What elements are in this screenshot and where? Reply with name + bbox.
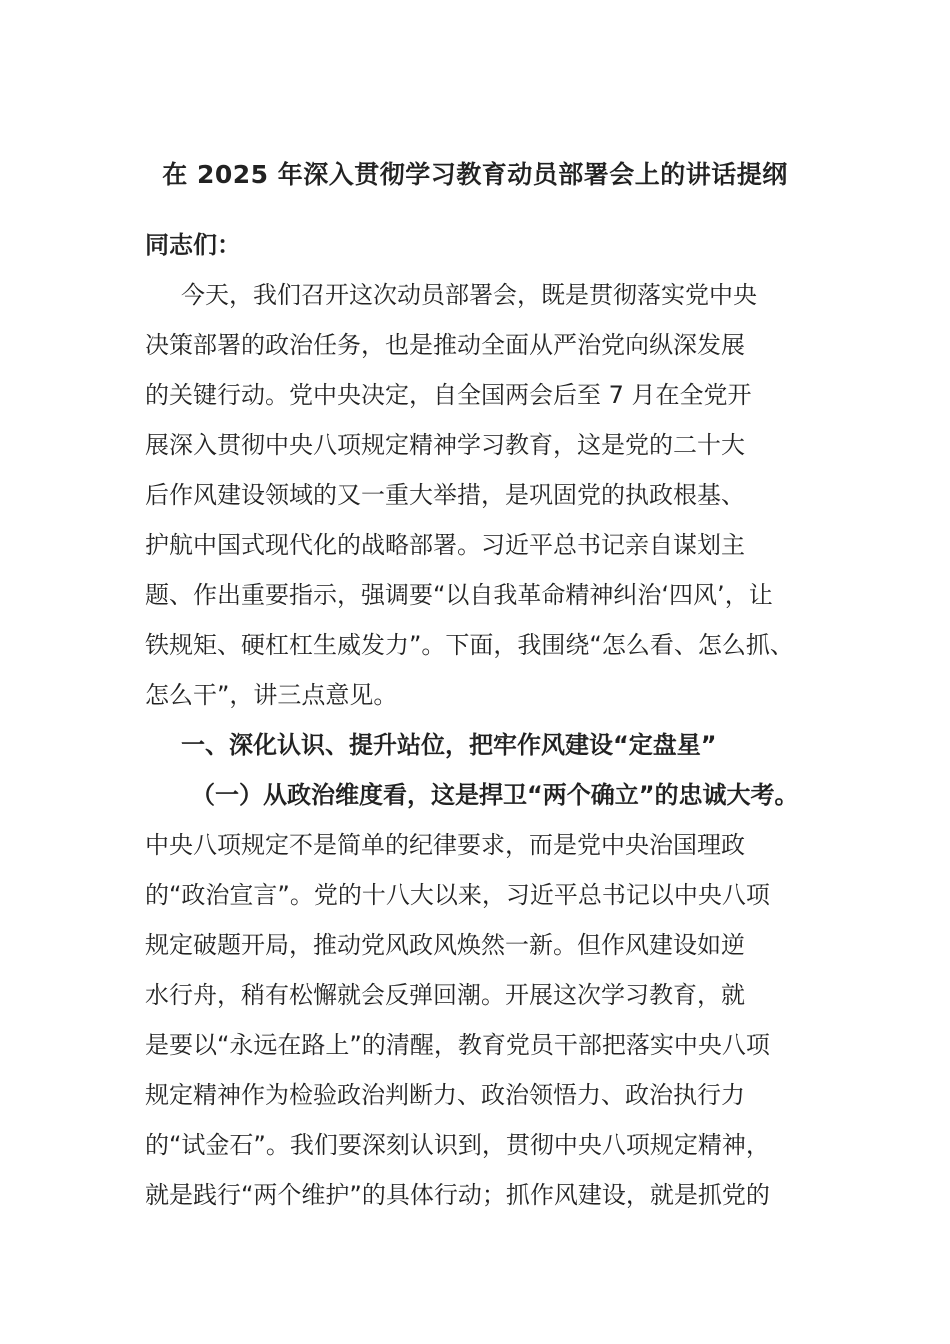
paragraph-line: 中央八项规定不是简单的纪律要求，而是党中央治国理政 <box>145 831 745 859</box>
paragraph-line: 今天，我们召开这次动员部署会，既是贯彻落实党中央 <box>181 281 757 309</box>
paragraph-line: 后作风建设领域的又一重大举措，是巩固党的执政根基、 <box>145 481 745 509</box>
salutation: 同志们： <box>145 231 241 259</box>
document-title: 在 2025 年深入贯彻学习教育动员部署会上的讲话提纲 <box>162 160 788 189</box>
paragraph-line: 规定精神作为检验政治判断力、政治领悟力、政治执行力 <box>145 1081 745 1109</box>
paragraph-line: 怎么干”，讲三点意见。 <box>145 681 398 709</box>
paragraph-line: 规定破题开局，推动党风政风焕然一新。但作风建设如逆 <box>145 931 745 959</box>
subsection-heading: （一）从政治维度看，这是捍卫“两个确立”的忠诚大考。 <box>191 781 799 809</box>
paragraph-line: 的“政治宣言”。党的十八大以来，习近平总书记以中央八项 <box>145 881 770 909</box>
paragraph-line: 就是践行“两个维护”的具体行动；抓作风建设，就是抓党的 <box>145 1181 770 1209</box>
paragraph-line: 的“试金石”。我们要深刻认识到，贯彻中央八项规定精神， <box>145 1131 770 1159</box>
paragraph-line: 题、作出重要指示，强调要“以自我革命精神纠治‘四风’，让 <box>145 581 773 609</box>
paragraph-line: 铁规矩、硬杠杠生威发力”。下面，我围绕“怎么看、怎么抓、 <box>145 631 794 659</box>
paragraph-line: 护航中国式现代化的战略部署。习近平总书记亲自谋划主 <box>145 531 745 559</box>
paragraph-line: 是要以“永远在路上”的清醒，教育党员干部把落实中央八项 <box>145 1031 770 1059</box>
paragraph-line: 决策部署的政治任务，也是推动全面从严治党向纵深发展 <box>145 331 745 359</box>
section-heading: 一、深化认识、提升站位，把牢作风建设“定盘星” <box>181 731 717 759</box>
paragraph-line: 水行舟，稍有松懈就会反弹回潮。开展这次学习教育，就 <box>145 981 745 1009</box>
paragraph-line: 展深入贯彻中央八项规定精神学习教育，这是党的二十大 <box>145 431 745 459</box>
document-body <box>145 220 825 1220</box>
paragraph-line: 的关键行动。党中央决定，自全国两会后至 7 月在全党开 <box>145 381 752 409</box>
